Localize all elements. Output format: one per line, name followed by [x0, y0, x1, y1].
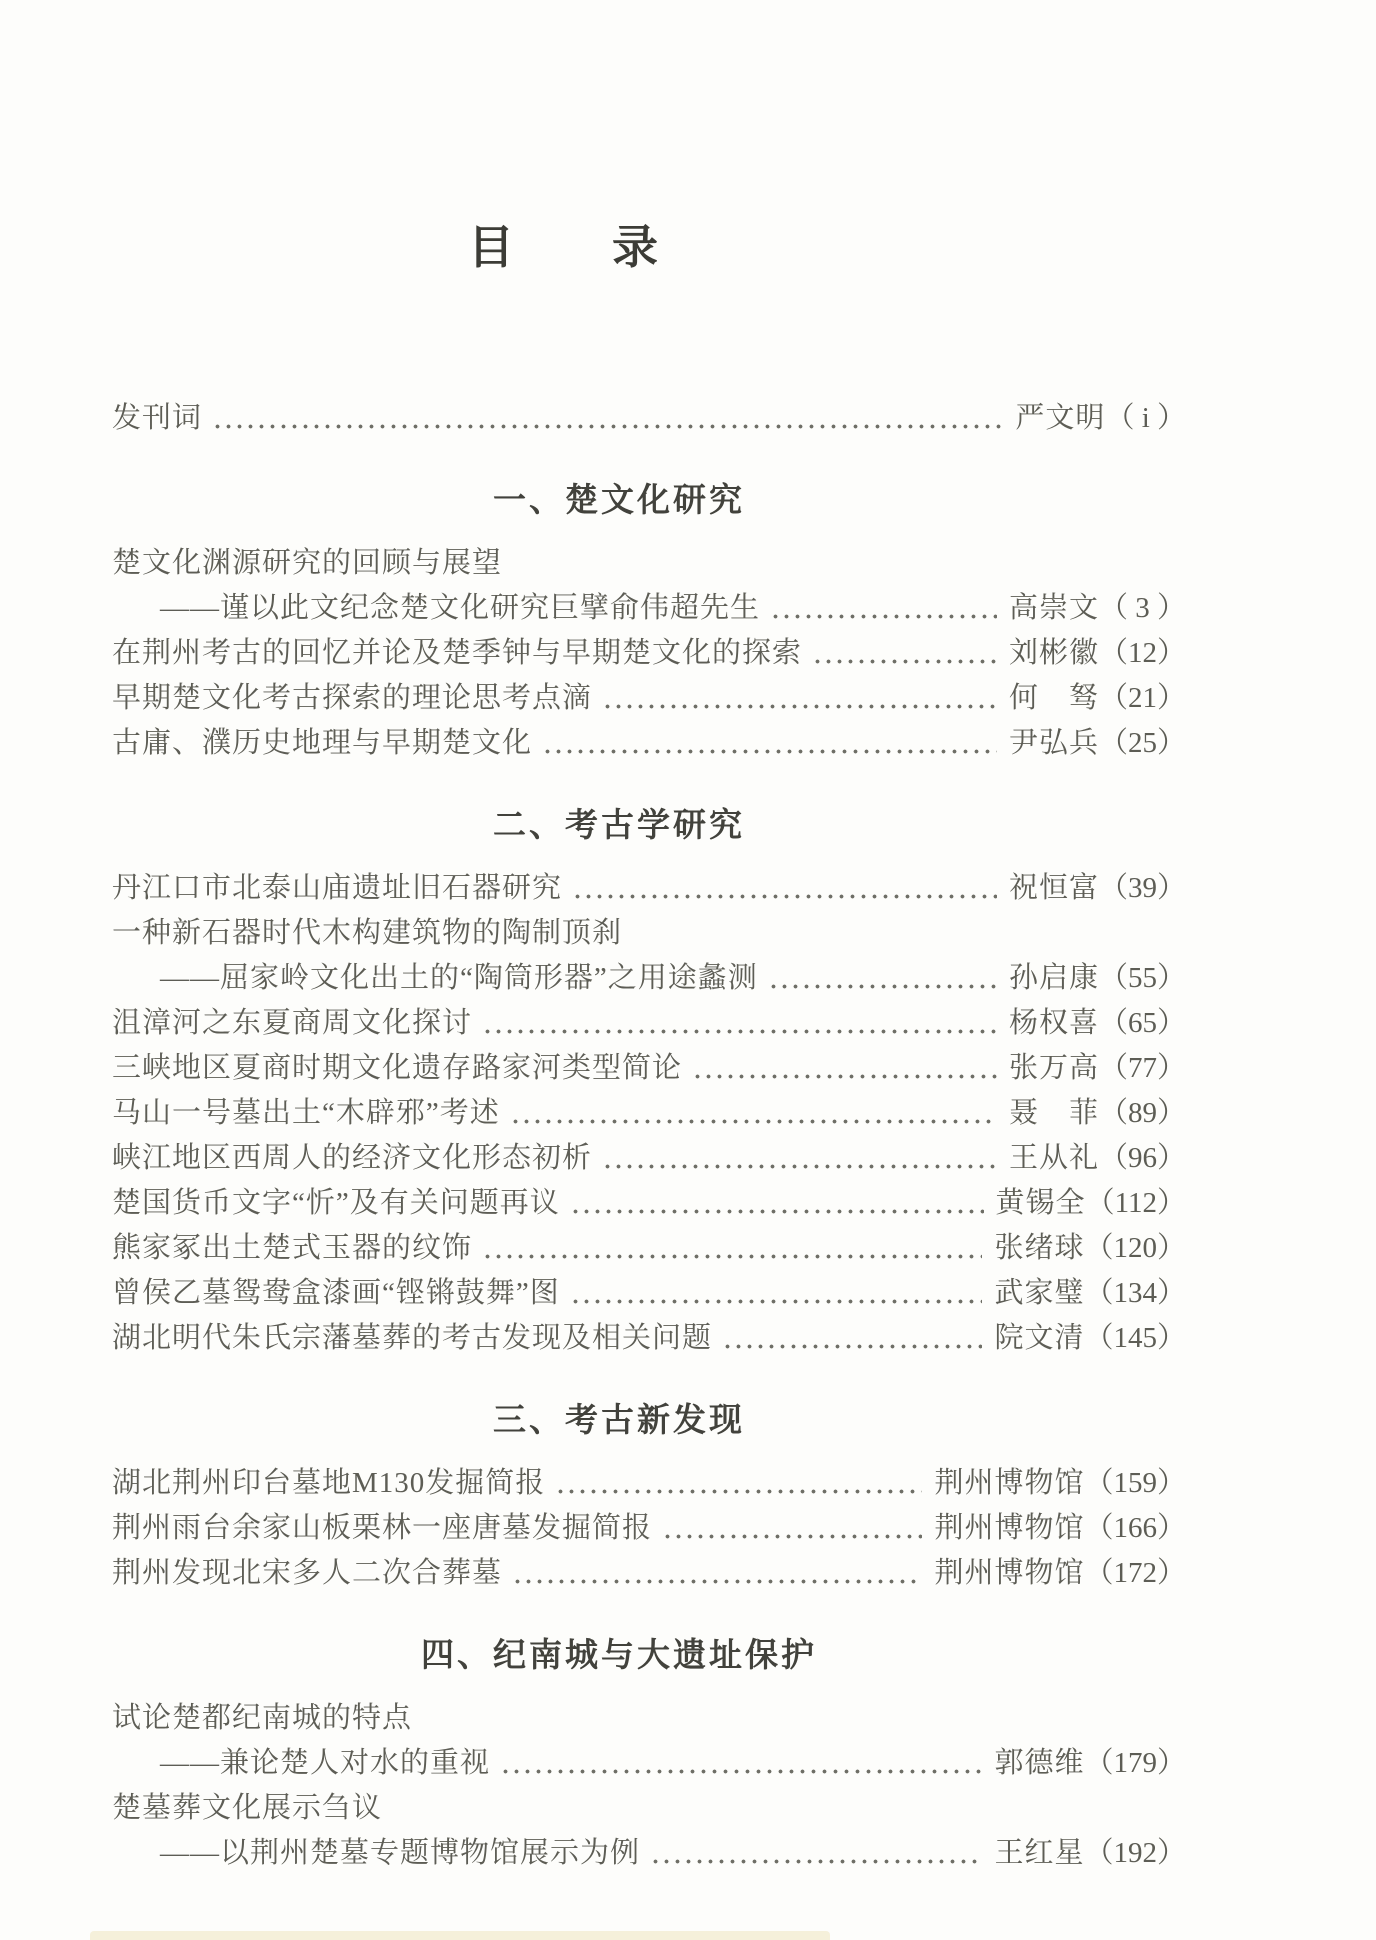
toc-entry [112, 1461, 1186, 1506]
entry-title: 古庸、濮历史地理与早期楚文化 [112, 727, 533, 759]
entry-author: 祝恒富 [1008, 872, 1099, 904]
toc-entry [112, 1506, 1186, 1551]
entry-page: （39） [1098, 872, 1186, 904]
section-header-3: 三、考古新发现 [493, 1401, 745, 1438]
entry-title: 一种新石器时代木构建筑物的陶制顶刹 [112, 917, 623, 949]
dot-leader [570, 1181, 984, 1226]
toc-entry [112, 1046, 1186, 1091]
dot-leader [692, 1046, 997, 1091]
entry-title: 马山一号墓出土“木辟邪”考述 [112, 1097, 500, 1129]
dot-leader [770, 586, 997, 631]
entry-page: （89） [1098, 1097, 1186, 1129]
toc-entry [112, 866, 1186, 911]
dot-leader [555, 1461, 922, 1506]
toc-entry [112, 676, 1186, 721]
dot-leader [500, 1741, 982, 1786]
entry-author: 张绪球 [994, 1232, 1085, 1264]
entry-title: 荆州发现北宋多人二次合葬墓 [112, 1557, 503, 1589]
entry-page: （145） [1084, 1322, 1186, 1354]
section-header-4: 四、纪南城与大遗址保护 [421, 1636, 817, 1673]
entry-author: 尹弘兵 [1008, 727, 1099, 759]
entry-page: （172） [1084, 1557, 1186, 1589]
entry-page: （134） [1084, 1277, 1186, 1309]
entry-page: （166） [1084, 1512, 1186, 1544]
entry-page: （ 3 ） [1098, 592, 1186, 624]
dot-leader [602, 1136, 997, 1181]
page-title: 目 录 [468, 222, 660, 273]
entry-page: （96） [1098, 1142, 1186, 1174]
toc-entry [112, 1181, 1186, 1226]
entry-title: 曾侯乙墓鸳鸯盒漆画“铿锵鼓舞”图 [112, 1277, 560, 1309]
entry-author: 黄锡全 [995, 1187, 1086, 1219]
entry-author: 荆州博物馆 [934, 1512, 1085, 1544]
entry-page: （21） [1098, 682, 1186, 714]
entry-title: 湖北明代朱氏宗藩墓葬的考古发现及相关问题 [112, 1322, 713, 1354]
entry-author: 张万高 [1008, 1052, 1099, 1084]
entry-title: 楚墓葬文化展示刍议 [112, 1792, 383, 1824]
entry-page: （12） [1098, 637, 1186, 669]
entry-author: 高崇文 [1008, 592, 1099, 624]
entry-title: 楚文化渊源研究的回顾与展望 [112, 547, 503, 579]
entry-author: 荆州博物馆 [934, 1467, 1085, 1499]
dot-leader [570, 1271, 983, 1316]
entry-author: 严文明 [1015, 402, 1106, 434]
section-header-2: 二、考古学研究 [493, 806, 745, 843]
dot-leader [482, 1001, 997, 1046]
toc-entry [112, 1551, 1186, 1596]
entry-author: 杨权喜 [1008, 1007, 1099, 1039]
toc-entry-subtitle [112, 1741, 1186, 1786]
dot-leader [722, 1316, 982, 1361]
dot-leader [812, 631, 997, 676]
toc-entry [112, 1696, 1186, 1741]
toc-entry [112, 1091, 1186, 1136]
entry-page: （55） [1098, 962, 1186, 994]
entry-author: 王从礼 [1008, 1142, 1099, 1174]
dot-leader [602, 676, 997, 721]
entry-title: 早期楚文化考古探索的理论思考点滴 [112, 682, 593, 714]
toc-entry-subtitle [112, 1831, 1186, 1876]
dot-leader [482, 1226, 982, 1271]
entry-title: 峡江地区西周人的经济文化形态初析 [112, 1142, 593, 1174]
toc-entry-subtitle [112, 586, 1186, 631]
toc-entry [112, 1001, 1186, 1046]
entry-title: 试论楚都纪南城的特点 [112, 1702, 413, 1734]
toc-entry-subtitle [112, 956, 1186, 1001]
entry-subtitle: ——屈家岭文化出土的“陶筒形器”之用途蠡测 [160, 962, 758, 994]
toc-entry [112, 721, 1186, 766]
toc-entry [112, 1316, 1186, 1361]
toc-entry [112, 631, 1186, 676]
entry-page: （65） [1098, 1007, 1186, 1039]
entry-title: 沮漳河之东夏商周文化探讨 [112, 1007, 473, 1039]
entry-title: 熊家冢出土楚式玉器的纹饰 [112, 1232, 473, 1264]
entry-page: （159） [1084, 1467, 1186, 1499]
entry-title: 发刊词 [112, 402, 203, 434]
entry-author: 院文清 [994, 1322, 1085, 1354]
entry-author: 荆州博物馆 [934, 1557, 1085, 1589]
entry-title: 湖北荆州印台墓地M130发掘简报 [112, 1467, 546, 1499]
entry-page: （77） [1098, 1052, 1186, 1084]
entry-author: 刘彬徽 [1008, 637, 1099, 669]
entry-page: （25） [1098, 727, 1186, 759]
scan-edge-artifact [90, 1931, 830, 1940]
dot-leader [510, 1091, 997, 1136]
dot-leader [212, 396, 1003, 441]
toc-entry [112, 1136, 1186, 1181]
entry-title: 三峡地区夏商时期文化遗存路家河类型简论 [112, 1052, 683, 1084]
entry-subtitle: ——谨以此文纪念楚文化研究巨擘俞伟超先生 [160, 592, 761, 624]
toc-entry [112, 911, 1186, 956]
dot-leader [650, 1831, 982, 1876]
entry-page: （112） [1085, 1187, 1186, 1219]
entry-author: 孙启康 [1008, 962, 1099, 994]
dot-leader [512, 1551, 922, 1596]
entry-title: 楚国货币文字“忻”及有关问题再议 [112, 1187, 560, 1219]
entry-subtitle: ——兼论楚人对水的重视 [160, 1747, 491, 1779]
entry-author: 何 驽 [1008, 682, 1099, 714]
entry-title: 在荆州考古的回忆并论及楚季钟与早期楚文化的探索 [112, 637, 803, 669]
entry-author: 郭德维 [994, 1747, 1085, 1779]
toc-entry [112, 1271, 1186, 1316]
dot-leader [662, 1506, 922, 1551]
toc-entry-foreword [112, 396, 1186, 441]
toc-entry [112, 1226, 1186, 1271]
entry-author: 武家璧 [994, 1277, 1085, 1309]
entry-author: 聂 菲 [1008, 1097, 1099, 1129]
entry-subtitle: ——以荆州楚墓专题博物馆展示为例 [160, 1837, 641, 1869]
entry-page: （192） [1084, 1837, 1186, 1869]
toc-entry [112, 1786, 1186, 1831]
entry-page: （179） [1084, 1747, 1186, 1779]
entry-title: 荆州雨台余家山板栗林一座唐墓发掘简报 [112, 1512, 653, 1544]
entry-page: （120） [1084, 1232, 1186, 1264]
entry-author: 王红星 [994, 1837, 1085, 1869]
toc-entry [112, 541, 1186, 586]
dot-leader [572, 866, 997, 911]
dot-leader [768, 956, 997, 1001]
entry-title: 丹江口市北泰山庙遗址旧石器研究 [112, 872, 563, 904]
dot-leader [542, 721, 997, 766]
entry-page: （ i ） [1105, 402, 1186, 434]
section-header-1: 一、楚文化研究 [493, 481, 745, 518]
